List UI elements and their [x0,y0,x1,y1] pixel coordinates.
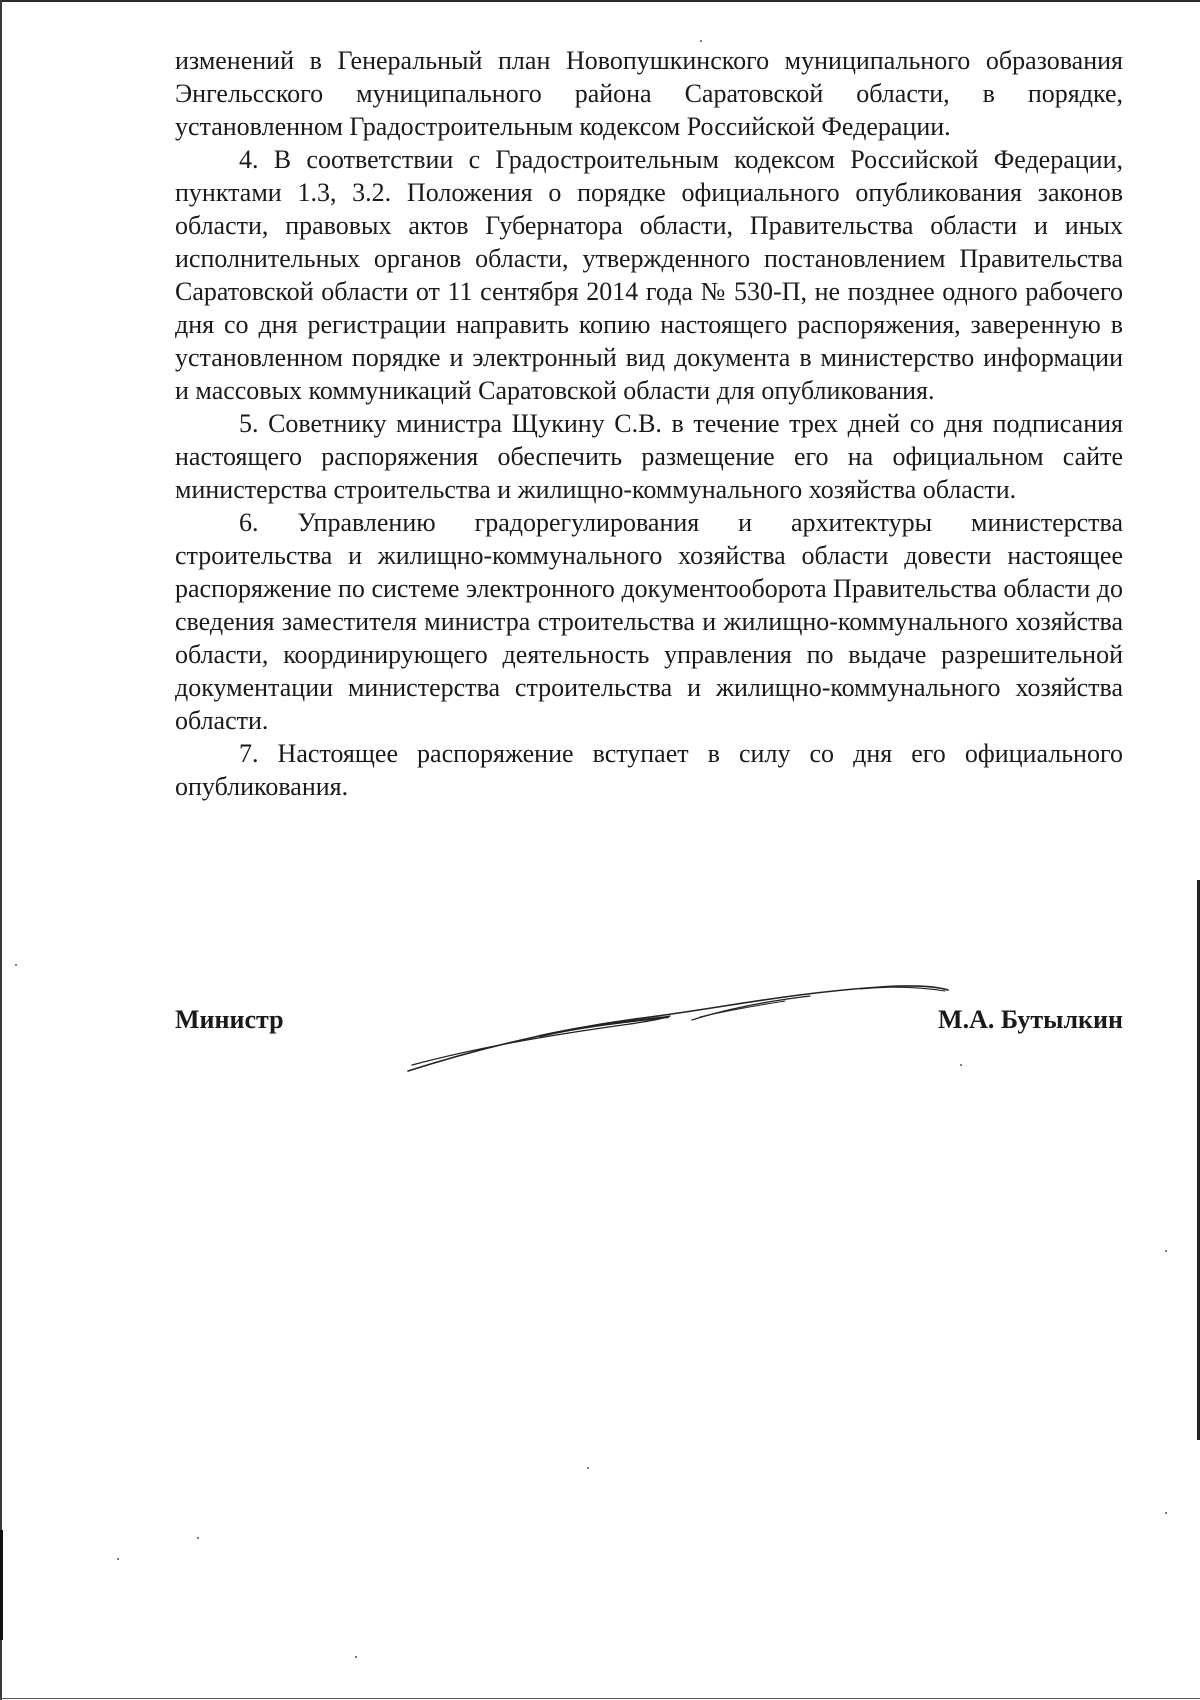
scan-speck [1165,1250,1167,1252]
scan-edge-mark [0,1530,3,1640]
document-body [175,44,1123,803]
scan-speck [700,40,702,42]
handwritten-signature [400,975,960,1075]
scan-speck [355,1656,357,1658]
scan-speck [197,1537,199,1539]
intro-paragraph: изменений в Генеральный план Новопушкинского муниципального образования Энгельсского муниципального района Саратовской области, в порядке, установленном Градостроительным кодексом Российской Федерации. [175,46,1123,141]
page-border-bottom [0,1698,1200,1699]
signatory-name: М.А. Бутылкин [938,1005,1123,1034]
scan-speck [587,1467,589,1469]
item-7-paragraph: 7. Настоящее распоряжение вступает в силу со дня его официального опубликования. [175,739,1123,801]
scan-speck [1165,1512,1167,1514]
item-6-paragraph: 6. Управлению градорегулирования и архитектуры министерства строительства и жилищно-коммунального хозяйства области довести настоящее распоряжение по системе электронного документооборота Правительства области до сведения заместителя министра строительства и жилищно-коммунального хозяйства области, координирующего деятельность управления по выдаче разрешительной документации министерства строительства и жилищно-коммунального хозяйства области. [175,508,1123,735]
item-5-paragraph: 5. Советнику министра Щукину С.В. в течение трех дней со дня подписания настоящего распоряжения обеспечить размещение его на официальном сайте министерства строительства и жилищно-коммунального хозяйства области. [175,409,1123,504]
signatory-title: Министр [175,1005,284,1034]
page-border-top [0,0,1200,2]
scan-speck [117,1558,119,1560]
item-4-paragraph: 4. В соответствии с Градостроительным кодексом Российской Федерации, пунктами 1.3, 3.2. Положения о порядке официального опубликования законов области, правовых актов Губернатора области, Правительства области и иных исполнительных органов области, утвержденного постановлением Правительства Саратовской области от 11 сентября 2014 года № 530-П, не позднее одного рабочего дня со дня регистрации направить копию настоящего распоряжения, заверенную в установленном порядке и электронный вид документа в министерство информации и массовых коммуникаций Саратовской области для опубликования. [175,145,1123,405]
scan-speck [15,964,17,966]
page-border-left [0,0,2,1700]
scan-speck [960,1064,962,1066]
